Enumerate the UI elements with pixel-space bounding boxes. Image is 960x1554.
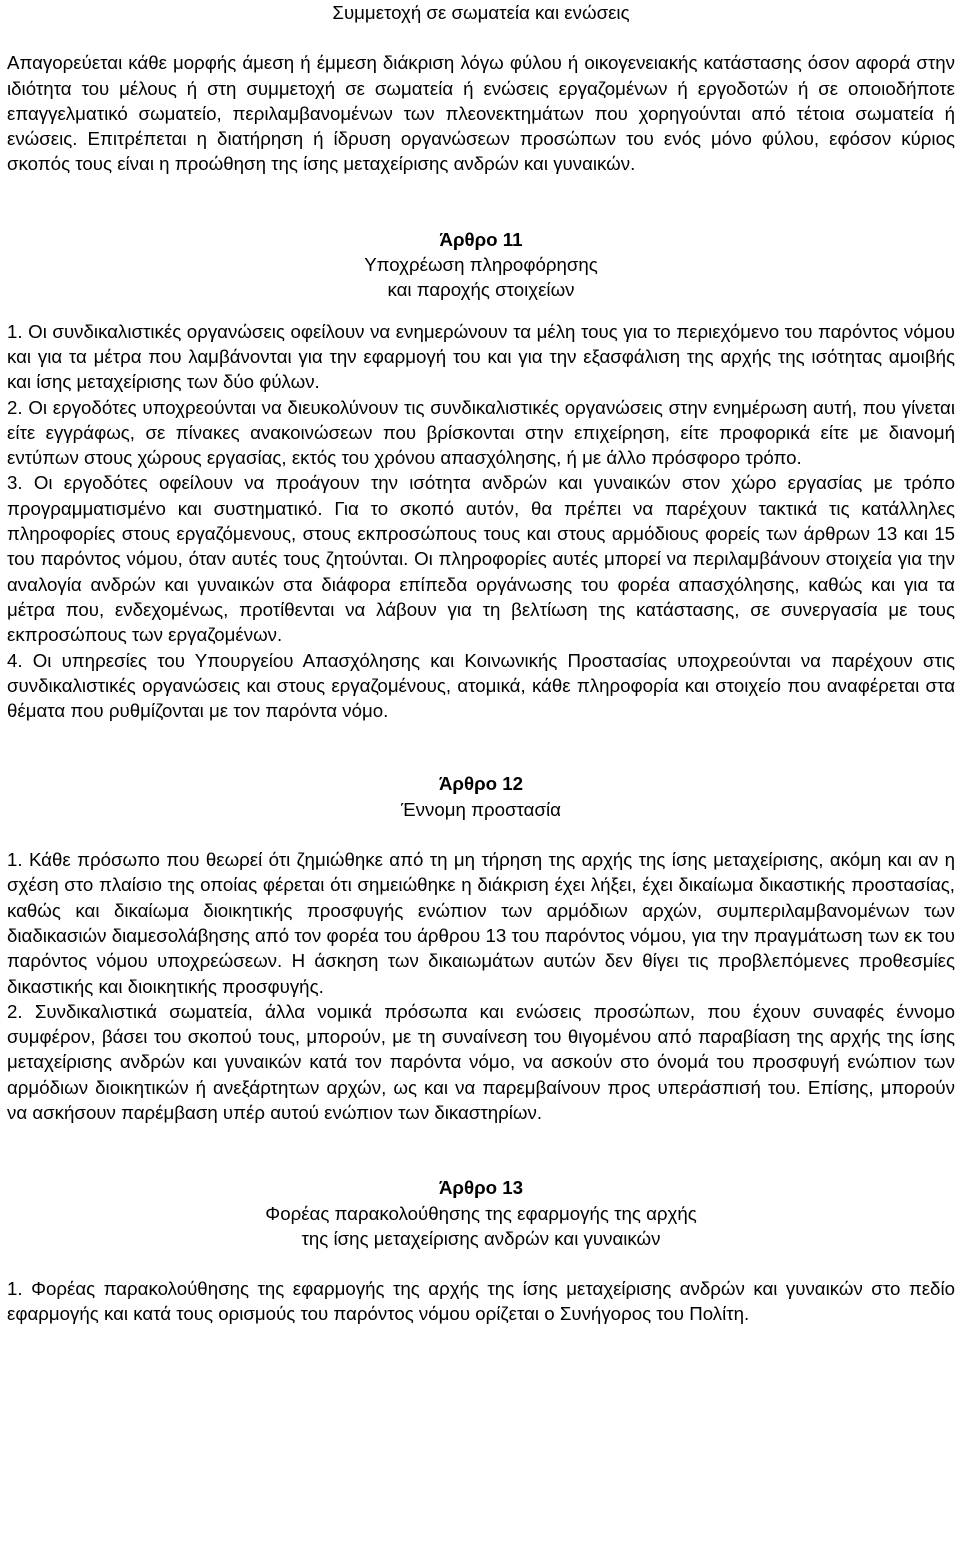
article-11-title-line1: Υποχρέωση πληροφόρησης xyxy=(364,254,598,276)
article-11-title-line2: και παροχής στοιχείων xyxy=(387,279,575,301)
article-12-title-line1: Έννομη προστασία xyxy=(401,798,561,820)
intro-paragraph: Απαγορεύεται κάθε μορφής άμεση ή έμμεση διάκριση λόγω φύλου ή οικογενειακής κατάστασης όσον αφορά στην ιδιότητα του μέλους ή στη συμμετοχή σε σωματεία ή ενώσεις εργαζομένων ή εργοδοτών ή σε οποιοδήποτε επαγγελματικό σωματείο, περιλαμβανομένων των πλεονεκτημάτων που χορηγούνται από τέτοια σωματεία ή ενώσεις. Επιτρέπεται η διατήρηση ή ίδρυση οργανώσεων προσώπων του ενός μόνο φύλου, εφόσον κύριος σκοπός τους είναι η προώθηση της ίσης μεταχείρισης ανδρών και γυναικών. xyxy=(7,52,955,175)
article-11-number: Άρθρο 11 xyxy=(439,228,523,250)
article-13-title-line2: της ίσης μεταχείρισης ανδρών και γυναικών xyxy=(301,1227,661,1249)
article-11-paragraph-4: 4. Οι υπηρεσίες του Υπουργείου Απασχόλησης και Κοινωνικής Προστασίας υποχρεούνται να παρέχουν στις συνδικαλιστικές οργανώσεις και στους εργαζομένους, ατομικά, κάθε πληροφορία και στοιχείο που αναφέρεται στα θέματα που ρυθμίζονται με τον παρόντα νόμο. xyxy=(7,649,955,722)
article-12-number: Άρθρο 12 xyxy=(438,773,524,795)
article-13-number: Άρθρο 13 xyxy=(438,1177,524,1199)
section-heading: Συμμετοχή σε σωματεία και ενώσεις xyxy=(332,2,630,23)
article-12-heading xyxy=(7,771,955,822)
document-page xyxy=(7,0,955,1327)
article-13-paragraph-1: 1. Φορέας παρακολούθησης της εφαρμογής της αρχής της ίσης μεταχείρισης ανδρών και γυναικών στο πεδίο εφαρμογής και κατά τους ορισμούς του παρόντος νόμου ορίζεται ο Συνήγορος του Πολίτη. xyxy=(7,1278,955,1325)
article-13-title-line1: Φορέας παρακολούθησης της εφαρμογής της αρχής xyxy=(265,1202,697,1224)
article-11-paragraph-1: 1. Οι συνδικαλιστικές οργανώσεις οφείλουν να ενημερώνουν τα μέλη τους για το περιεχόμενο του παρόντος νόμου και για τα μέτρα που λαμβάνονται για την εφαρμογή του και για την εξασφάλιση της αρχής της ισότητας αμοιβής και ίσης μεταχείρισης των δύο φύλων. xyxy=(7,320,955,393)
article-13-heading xyxy=(7,1175,955,1251)
article-12-paragraph-2: 2. Συνδικαλιστικά σωματεία, άλλα νομικά πρόσωπα και ενώσεις προσώπων, που έχουν συναφές έννομο συμφέρον, βάσει του σκοπού τους, μπορούν, με τη συναίνεση του θιγομένου από παραβίαση της αρχής της ίσης μεταχείρισης ανδρών και γυναικών κατά τον παρόντα νόμο, να ασκούν στο όνομά του προσφυγή ενώπιον των αρμόδιων διοικητικών ή ανεξάρτητων αρχών, ως και να παρεμβαίνουν προς υπεράσπισή του. Επίσης, μπορούν να ασκήσουν παρέμβαση υπέρ αυτού ενώπιον των δικαστηρίων. xyxy=(7,1000,955,1123)
article-11-paragraph-3: 3. Οι εργοδότες οφείλουν να προάγουν την ισότητα ανδρών και γυναικών στον χώρο εργασίας με τρόπο προγραμματισμένο και συστηματικό. Για το σκοπό αυτόν, θα πρέπει να παρέχουν τακτικά τις κατάλληλες πληροφορίες στους εργαζόμενους, στους εκπροσώπους τους και στους αρμόδιους φορείς των άρθρων 13 και 15 του παρόντος νόμου, όταν αυτές τους ζητούνται. Οι πληροφορίες αυτές μπορεί να περιλαμβάνουν στοιχεία για την αναλογία ανδρών και γυναικών στα διάφορα επίπεδα οργάνωσης του φορέα απασχόλησης, καθώς και για τα μέτρα που, ενδεχομένως, προτίθενται να λάβουν για τη βελτίωση της κατάστασης, σε συνεργασία με τους εκπροσώπους των εργαζομένων. xyxy=(7,472,955,646)
article-11-heading xyxy=(7,227,955,303)
article-12-paragraph-1: 1. Κάθε πρόσωπο που θεωρεί ότι ζημιώθηκε από τη μη τήρηση της αρχής της ίσης μεταχείρισης, ακόμη και αν η σχέση στο πλαίσιο της οποίας φέρεται ότι σημειώθηκε η διάκριση έχει λήξει, έχει δικαίωμα δικαστικής προστασίας, καθώς και δικαίωμα διοικητικής προσφυγής ενώπιον των αρμόδιων αρχών, συμπεριλαμβανομένων των διαδικασιών διαμεσολάβησης από τον φορέα του άρθρου 13 του παρόντος νόμου, για την πραγμάτωση των εκ του παρόντος νόμου υποχρεώσεων. Η άσκηση των δικαιωμάτων αυτών δεν θίγει τις προβλεπόμενες προθεσμίες δικαστικής και διοικητικής προσφυγής. xyxy=(7,849,955,997)
article-11-paragraph-2: 2. Οι εργοδότες υποχρεούνται να διευκολύνουν τις συνδικαλιστικές οργανώσεις στην ενημέρωση αυτή, που γίνεται είτε εγγράφως, σε πίνακες ανακοινώσεων που βρίσκονται στην επιχείρηση, είτε προφορικά είτε με διανομή εντύπων στους χώρους εργασίας, εκτός του χρόνου απασχόλησης, ή με άλλο πρόσφορο τρόπο. xyxy=(7,396,955,469)
